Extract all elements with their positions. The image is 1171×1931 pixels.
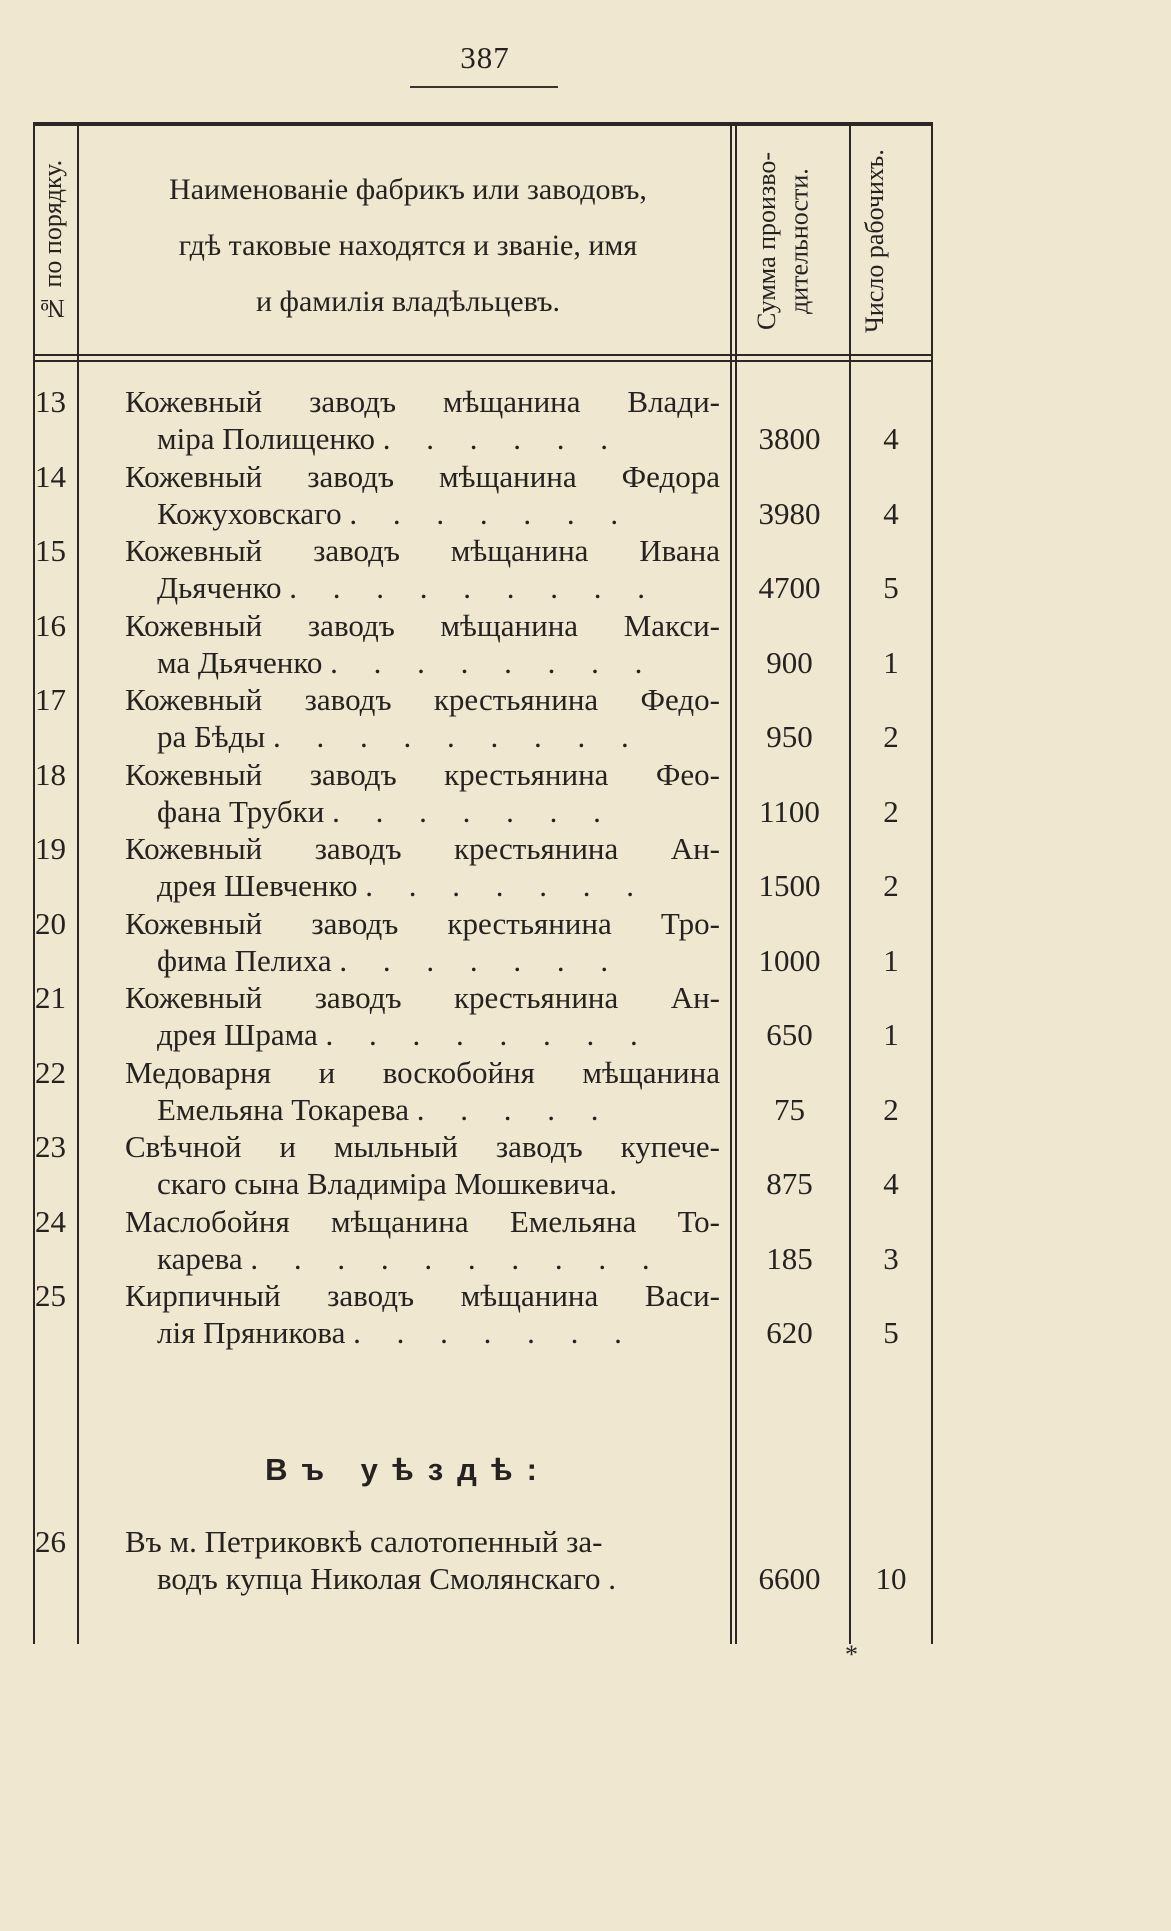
header-name-line: гдѣ таковые находятся и званіе, имя — [178, 229, 638, 262]
table-row — [33, 682, 933, 757]
header-rule — [33, 354, 933, 356]
row-sum: 950 — [766, 719, 813, 754]
row-workers: 3 — [883, 1240, 899, 1276]
row-name-line1: Кожевный заводъ крестьянина Тро- — [125, 905, 720, 941]
row-leader-dots: . . . . . . . . — [325, 1017, 652, 1052]
row-name-line2 — [157, 1315, 720, 1351]
row-name-text: фима Пелиха — [157, 942, 332, 978]
table-top-rule — [33, 122, 933, 126]
row-leader-dots: . . . . . . . . . — [273, 719, 643, 754]
row-name-line1: Кожевный заводъ крестьянина Ан- — [125, 980, 720, 1015]
row-sum: 4700 — [758, 570, 821, 605]
row-number: 20 — [35, 905, 66, 941]
table-row — [33, 384, 933, 459]
row-name-line2 — [157, 794, 720, 830]
row-name-line2 — [157, 645, 720, 681]
row-name-line2 — [157, 719, 720, 755]
row-workers: 1 — [883, 1017, 899, 1052]
row-workers: 2 — [883, 1091, 899, 1127]
row-workers: 1 — [883, 942, 899, 978]
header-num-column: № по порядку. — [38, 159, 67, 323]
row-workers: 4 — [883, 421, 899, 456]
row-sum: 1000 — [758, 942, 821, 978]
table-row — [33, 1129, 933, 1204]
row-name-line2 — [157, 496, 720, 532]
row-sum: 3980 — [758, 495, 821, 531]
row-workers: 5 — [883, 1315, 899, 1350]
row-leader-dots: . . . . . . . — [353, 1315, 636, 1350]
row-name-line1: Кожевный заводъ крестьянина Фео- — [125, 756, 720, 792]
row-number: 13 — [35, 384, 66, 419]
row-name-line1: Медоварня и воскобойня мѣщанина — [125, 1054, 720, 1090]
row-number: 19 — [35, 831, 66, 866]
table-row — [33, 1278, 933, 1353]
row-sum: 650 — [766, 1017, 813, 1052]
row-sum: 875 — [766, 1166, 813, 1201]
row-name-line1: Кожевный заводъ мѣщанина Федора — [125, 458, 720, 494]
header-name-line: Наименованіе фабрикъ или заводовъ, — [169, 173, 647, 206]
row-name-text: міра Полищенко — [157, 421, 375, 456]
row-name-text: Дьяченко — [157, 570, 282, 605]
row-number: 26 — [35, 1524, 66, 1559]
row-sum: 75 — [774, 1091, 805, 1127]
row-name-line2 — [157, 1017, 720, 1053]
row-name-text: дрея Шрама — [157, 1017, 318, 1052]
row-leader-dots: . . . . . . . — [339, 942, 623, 978]
row-name-line2 — [157, 1166, 720, 1202]
section-title: Въ уѣздѣ: — [265, 1452, 551, 1487]
row-workers: 1 — [883, 644, 899, 680]
row-number: 14 — [35, 458, 66, 494]
row-workers: 2 — [883, 793, 899, 829]
row-name-line1: Свѣчной и мыльный заводъ купече- — [125, 1129, 720, 1164]
row-number: 24 — [35, 1203, 66, 1239]
header-rule-double — [33, 360, 933, 362]
row-leader-dots: . . . . . . . — [332, 793, 615, 829]
row-number: 21 — [35, 980, 66, 1015]
row-workers: 10 — [875, 1561, 907, 1596]
row-number: 18 — [35, 756, 66, 792]
row-leader-dots: . . . . . . . — [349, 495, 633, 531]
row-leader-dots: . . . . . . — [382, 421, 622, 456]
row-name-line2 — [157, 570, 720, 606]
row-workers: 4 — [883, 495, 899, 531]
row-number: 25 — [35, 1278, 66, 1313]
row-name-line2 — [157, 868, 720, 904]
table-row — [33, 533, 933, 608]
table — [33, 122, 933, 1642]
row-name-line2 — [157, 1092, 720, 1128]
footnote-mark: * — [845, 1640, 858, 1669]
row-name-text: скаго сына Владиміра Мошкевича. — [157, 1166, 618, 1201]
table-row — [33, 980, 933, 1055]
row-name-line2: водъ купца Николая Смолянскаго . — [157, 1561, 616, 1596]
row-leader-dots: . . . . . . . . . . — [250, 1240, 664, 1276]
row-name-line1: Кожевный заводъ крестьянина Федо- — [125, 682, 720, 717]
row-name-line1: Кирпичный заводъ мѣщанина Васи- — [125, 1278, 720, 1313]
row-sum: 620 — [766, 1315, 813, 1350]
row-sum: 185 — [766, 1240, 813, 1276]
row-name-line1: Кожевный заводъ мѣщанина Ивана — [125, 533, 720, 568]
table-row — [33, 1055, 933, 1130]
row-name-line2 — [157, 1241, 720, 1277]
row-name-line1: Кожевный заводъ мѣщанина Макси- — [125, 607, 720, 643]
table-row — [33, 831, 933, 906]
table-row — [33, 1204, 933, 1279]
table-row — [33, 906, 933, 981]
row-name-text: дрея Шевченко — [157, 868, 358, 903]
table-row — [33, 608, 933, 683]
row-name-line1: Кожевный заводъ крестьянина Ан- — [125, 831, 720, 866]
header-name-column — [93, 162, 723, 330]
row-name-text: фана Трубки — [157, 793, 325, 829]
page-number: 387 — [460, 40, 510, 75]
row-name-line2 — [157, 421, 720, 457]
page-number-rule — [410, 86, 558, 88]
row-leader-dots: . . . . . — [416, 1091, 613, 1127]
table-body — [33, 384, 933, 1353]
row-workers: 2 — [883, 868, 899, 903]
row-sum: 1100 — [759, 793, 820, 829]
table-row — [33, 1524, 933, 1604]
row-number: 23 — [35, 1129, 66, 1164]
row-name-line1: Маслобойня мѣщанина Емельяна То- — [125, 1203, 720, 1239]
row-leader-dots: . . . . . . . — [365, 868, 648, 903]
row-name-line1: Въ м. Петриковкѣ салотопенный за- — [125, 1524, 603, 1559]
row-sum: 1500 — [758, 868, 821, 903]
row-name-text: карева — [157, 1240, 243, 1276]
row-number: 15 — [35, 533, 66, 568]
row-number: 22 — [35, 1054, 66, 1090]
row-leader-dots: . . . . . . . . — [330, 644, 657, 680]
row-name-text: ма Дьяченко — [157, 644, 323, 680]
header-sum-column: Сумма произво- дительности. — [752, 152, 814, 330]
row-number: 16 — [35, 607, 66, 643]
row-workers: 2 — [883, 719, 899, 754]
table-row — [33, 757, 933, 832]
row-name-text: ра Бѣды — [157, 719, 266, 754]
row-name-text: лія Пряникова — [157, 1315, 346, 1350]
row-name-line2 — [157, 943, 720, 979]
row-sum: 900 — [766, 644, 813, 680]
row-name-text: Кожуховскаго — [157, 495, 342, 531]
header-workers-column: Число рабочихъ. — [860, 149, 889, 333]
row-name-line1: Кожевный заводъ мѣщанина Влади- — [125, 384, 720, 419]
row-sum: 6600 — [758, 1561, 821, 1596]
row-name-text: Емельяна Токарева — [157, 1091, 409, 1127]
row-number: 17 — [35, 682, 66, 717]
header-name-line: и фамилія владѣльцевъ. — [255, 285, 560, 318]
row-sum: 3800 — [758, 421, 821, 456]
table-row — [33, 459, 933, 534]
row-workers: 5 — [883, 570, 899, 605]
row-leader-dots: . . . . . . . . . — [289, 570, 659, 605]
row-workers: 4 — [883, 1166, 899, 1201]
